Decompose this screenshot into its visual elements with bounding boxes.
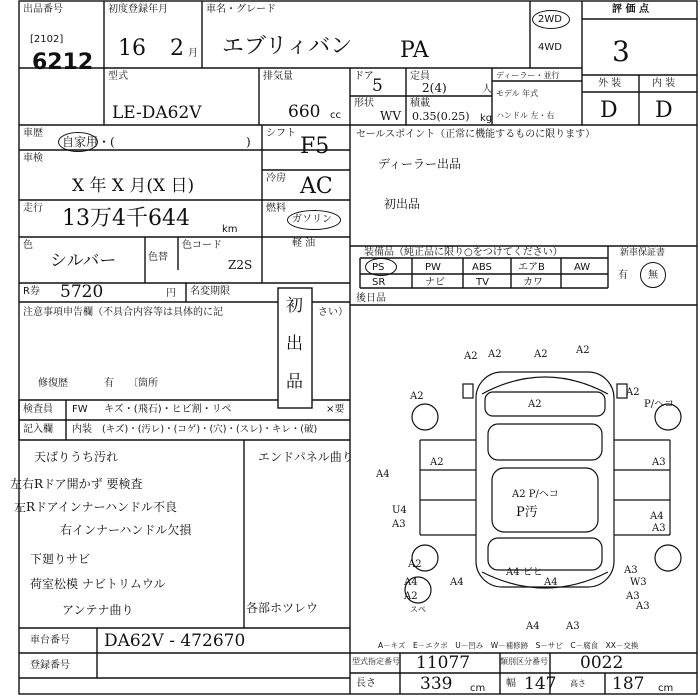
damage-mark: A3 (624, 565, 638, 576)
fuel-gasoline: ガソリン (292, 214, 332, 225)
exterior-label: 外 装 (598, 78, 622, 89)
chassis-label: 車台番号 (30, 635, 70, 646)
usage-close: ) (246, 135, 251, 149)
inspector-note-7: アンテナ曲り (62, 603, 134, 617)
length-label: 長さ (356, 678, 376, 689)
inspector-interior-label: 内装 (72, 424, 92, 435)
inspector-fw: FW (72, 404, 88, 415)
damage-mark: W3 (630, 577, 647, 588)
ac-label: 冷房 (266, 173, 286, 184)
capacity-label: 定員 (410, 71, 430, 82)
shape-label: 形状 (354, 98, 374, 109)
color-label: 色 (23, 240, 33, 251)
drive-2wd-circle (532, 10, 570, 29)
lot-number: 6212 (32, 50, 94, 75)
capacity-value: 2(4) (422, 81, 447, 95)
width-value: 147 (524, 674, 557, 694)
damage-mark: A2 (408, 559, 422, 570)
lot-label: 出品番号 (23, 4, 63, 15)
damage-mark: A4 (450, 577, 464, 588)
equip-tv: TV (476, 277, 489, 288)
doors-label: ドア (354, 71, 374, 82)
class-value: 0022 (580, 653, 624, 673)
warranty-yes: 有 (618, 270, 628, 281)
load-label: 積載 (410, 98, 430, 109)
first-reg-month-unit: 月 (188, 48, 198, 59)
capacity-unit: 人 (482, 84, 492, 95)
inspector-note-2: 左右Rドア開かず 要検査 (10, 477, 143, 491)
caution-end: さい） (318, 307, 348, 318)
rating-value: 3 (612, 35, 630, 68)
mileage-value: 13万4千644 (62, 206, 190, 231)
inspector-note-5: 下廻りサビ (30, 552, 91, 566)
caution-label: 注意事項申告欄（不具合内容等は具体的に記 (23, 307, 223, 318)
damage-mark: A3 (626, 591, 640, 602)
damage-mark: A3 (392, 519, 406, 530)
damage-mark: A4 (544, 577, 558, 588)
equip-pw: PW (425, 262, 441, 273)
fuel-diesel: 軽 油 (292, 238, 316, 249)
first-stamp-1: 初 (286, 296, 303, 316)
damage-mark: A2 (576, 345, 590, 356)
length-value: 339 (420, 674, 453, 694)
type-no-label: 型式指定番号 (352, 657, 400, 666)
rating-label: 評 価 点 (612, 4, 649, 15)
color-code-value: Z2S (228, 258, 253, 272)
damage-mark: A2 (534, 349, 548, 360)
damage-mark: A2 (626, 387, 640, 398)
inspector-label-1: 検査員 (23, 404, 53, 415)
damage-mark: A2 (410, 391, 424, 402)
first-stamp-3: 品 (286, 372, 303, 392)
chassis-value: DA62V - 472670 (104, 631, 246, 651)
sales-point-label: セールスポイント（正常に機能するものに限ります） (356, 129, 596, 140)
inspector-note-1: 天ばりうち汚れ (34, 450, 119, 464)
damage-mark: A4 (376, 469, 390, 480)
exterior-grade: D (600, 98, 618, 123)
warranty-no-circle (640, 262, 666, 288)
inspector-row-2: (キズ)・(汚レ)・(コゲ)・(穴)・(スレ)・キレ・(破) (102, 424, 318, 435)
usage-value: 自家用・( (62, 135, 115, 149)
doors-value: 5 (372, 76, 383, 96)
first-reg-month: 2 (170, 36, 184, 61)
dealer-label: ディーラー・並行 (496, 71, 560, 80)
drive-4wd: 4WD (538, 42, 562, 53)
type-no-value: 11077 (416, 653, 471, 673)
shift-label: シフト (266, 128, 296, 139)
equip-abs: ABS (472, 262, 492, 273)
damage-mark: A2 (528, 399, 542, 410)
inspector-note-4: 右インナーハンドル欠損 (60, 523, 192, 537)
mileage-label: 走行 (23, 203, 43, 214)
damage-mark: A3 (652, 457, 666, 468)
recycle-label: R券 (23, 286, 40, 297)
car-grade: PA (400, 38, 429, 63)
color-change-label: 色替 (148, 252, 168, 263)
damage-mark: A2 (430, 457, 444, 468)
damage-mark: A3 (636, 601, 650, 612)
load-value: 0.35(0.25) (412, 110, 470, 123)
inspector-row-1: キズ・(飛石)・ヒビ割・リペ (104, 404, 232, 415)
handle-label: ハンドル 左・右 (496, 111, 555, 120)
inspector-note-6: 荷室松模 ナビトリムウル (30, 577, 166, 591)
inspection-value: X 年 X 月(X 日) (72, 176, 195, 196)
inspection-label: 車検 (23, 153, 43, 164)
first-reg-label: 初度登録年月 (108, 4, 168, 15)
warranty-label: 新車保証書 (620, 248, 666, 258)
displacement-unit: cc (330, 110, 341, 121)
class-label: 類別区分番号 (500, 657, 548, 666)
color-code-label: 色コード (182, 240, 222, 251)
interior-label: 内 装 (652, 78, 676, 89)
fuel-label: 燃料 (266, 203, 286, 214)
mileage-unit: km (222, 224, 238, 235)
model-label: 型式 (108, 71, 128, 82)
equip-leather: カワ (523, 277, 543, 288)
car-name: エブリィバン (222, 34, 353, 59)
equip-airbag: エアB (518, 262, 545, 273)
height-label: 高さ (570, 679, 586, 688)
first-stamp-2: 出 (286, 334, 303, 354)
repair-label: 修復歴 (38, 378, 68, 389)
load-unit: kg (480, 113, 493, 124)
recycle-unit: 円 (166, 288, 176, 299)
lot-code: [2102] (30, 34, 64, 45)
recycle-value: 5720 (60, 282, 104, 302)
equip-sr: SR (372, 277, 386, 288)
equip-ps: PS (372, 262, 385, 273)
later-label: 後日品 (356, 293, 386, 304)
shape-value: WV (380, 109, 401, 123)
name-change-label: 名変期限 (190, 286, 230, 297)
name-label: 車名・グレード (206, 4, 276, 15)
usage-circle (58, 132, 98, 152)
damage-mark: A4 (650, 511, 664, 522)
damage-mark: A3 (652, 523, 666, 534)
displacement-value: 660 (288, 102, 321, 122)
usage-label: 車歴 (23, 128, 43, 139)
damage-mark: A4 ビヒ (506, 567, 543, 578)
width-label: 幅 (506, 678, 516, 689)
inspector-row-1-end: ×要 (326, 404, 345, 415)
damage-mark: A2 (464, 351, 478, 362)
equip-ps-circle (365, 258, 397, 276)
damage-legend: A－キズ E－エクボ U－凹み W－補修跡 S－サビ C－腐食 XX－交換 (378, 641, 639, 650)
damage-mark: P汚 (516, 505, 538, 520)
height-unit: cm (658, 683, 674, 694)
repair-value: 有 (104, 378, 114, 389)
damage-mark: A2 (488, 349, 502, 360)
sales-point-line-2: 初出品 (384, 197, 421, 211)
warranty-no: 無 (648, 270, 658, 281)
damage-mark: スぺ (410, 605, 426, 614)
damage-mark: A3 (566, 621, 580, 632)
damage-mark: P/ヘコ (644, 399, 675, 410)
damage-mark: A4 (526, 621, 540, 632)
first-reg-year: 16 (118, 36, 146, 61)
equipment-label: 装備品（純正品に限り○をつけてください） (364, 247, 563, 258)
color-value: シルバー (50, 251, 117, 271)
model-year-label: モデル 年式 (496, 89, 539, 98)
damage-mark: A4 (404, 577, 418, 588)
registration-label: 登録番号 (30, 660, 70, 671)
damage-mark: A2 (404, 591, 418, 602)
interior-grade: D (655, 98, 673, 123)
equip-aw: AW (574, 262, 591, 273)
damage-mark: A2 P/ヘコ (512, 489, 559, 500)
inspector-note-8: エンドパネル曲り (258, 450, 354, 464)
model-value: LE-DA62V (112, 103, 202, 123)
ac-value: AC (300, 174, 333, 199)
length-unit: cm (470, 683, 486, 694)
height-value: 187 (612, 674, 645, 694)
shift-value: F5 (300, 134, 330, 159)
fuel-gasoline-circle (287, 210, 341, 230)
inspector-label-2: 記入欄 (23, 424, 53, 435)
equip-navi: ナビ (425, 277, 445, 288)
vehicle-diagram (405, 372, 681, 603)
damage-mark: U4 (392, 505, 407, 516)
displacement-label: 排気量 (263, 71, 293, 82)
sales-point-line-1: ディーラー出品 (378, 157, 462, 171)
inspector-note-9: 各部ホツレウ (246, 601, 319, 615)
inspector-note-3: 左Rドアインナーハンドル不良 (14, 500, 177, 514)
repair-location: 〔箇所 (128, 378, 158, 389)
drive-2wd: 2WD (538, 14, 562, 25)
